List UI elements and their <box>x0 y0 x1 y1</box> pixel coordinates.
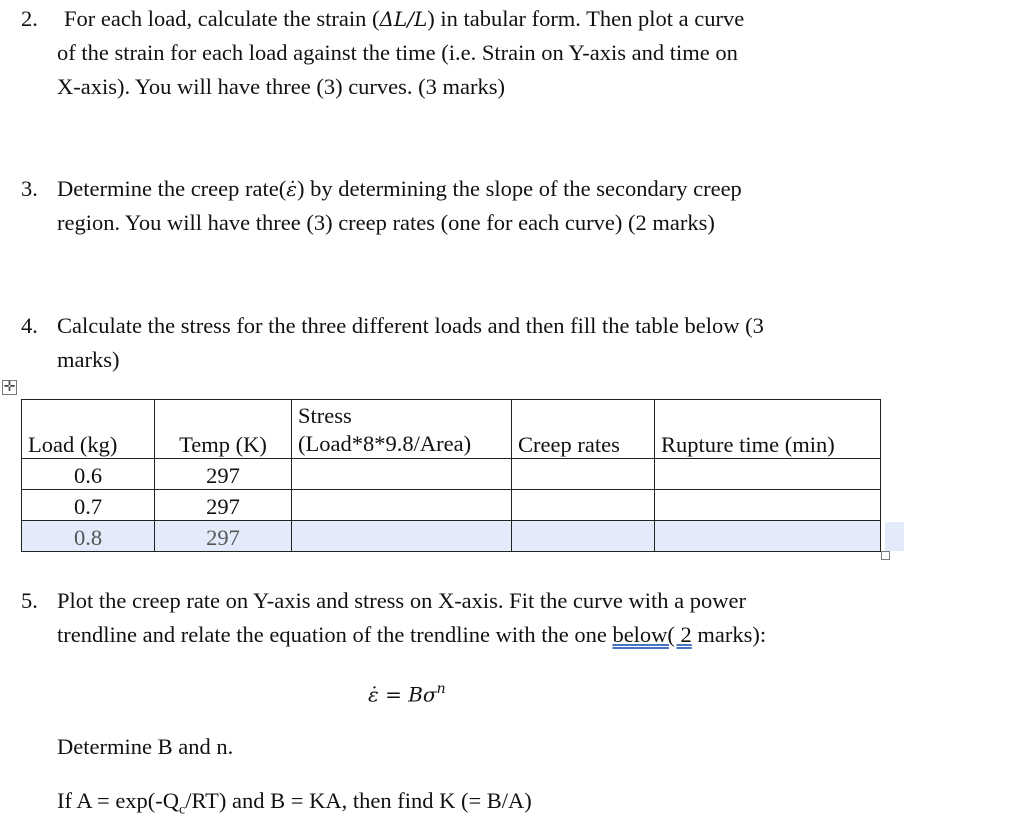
header-temp: Temp (K) <box>155 400 292 459</box>
cell-load[interactable]: 0.6 <box>22 459 155 490</box>
creep-rate-symbol: ε̇ <box>286 177 297 201</box>
cell-creep-rate[interactable] <box>512 521 655 552</box>
table-row <box>22 490 881 521</box>
header-stress: Stress (Load*8*9.8/Area) <box>292 400 512 459</box>
table-row <box>22 459 881 490</box>
question-number: 2. <box>21 6 38 31</box>
cell-creep-rate[interactable] <box>512 490 655 521</box>
cell-stress[interactable] <box>292 490 512 521</box>
cell-stress[interactable] <box>292 459 512 490</box>
question-2-line-1: For each load, calculate the strain (ΔL/L) in tabular form. Then plot a curve <box>64 6 745 31</box>
delta-l-over-l-math: ΔL/L <box>379 7 428 31</box>
question-number: 5. <box>21 588 38 613</box>
cell-load[interactable]: 0.8 <box>22 521 155 552</box>
cell-rupture-time[interactable] <box>655 459 881 490</box>
final-question-text: If $A = \exp(-Q_c/RT)$ and B = KA, then find K (= B/A) <box>57 788 532 818</box>
header-rupture-time: Rupture time (min) <box>655 400 881 459</box>
question-5-line-1: Plot the creep rate on Y-axis and stress on X-axis. Fit the curve with a power <box>57 588 746 613</box>
cell-creep-rate[interactable] <box>512 459 655 490</box>
table-header-row <box>22 400 881 459</box>
question-4-line-1: Calculate the stress for the three different loads and then fill the table below (3 <box>57 313 764 338</box>
question-4-line-2: marks) <box>57 347 120 372</box>
cell-rupture-time[interactable] <box>655 521 881 552</box>
table-move-handle-icon[interactable]: ✛ <box>3 379 16 395</box>
question-number: 4. <box>21 313 38 338</box>
question-number: 3. <box>21 176 38 201</box>
question-3-line-1: Determine the creep rate(ε̇) by determining the slope of the secondary creep <box>57 176 742 201</box>
determine-text: Determine B and n. <box>57 734 234 759</box>
power-law-equation: ε̇ = $B\sigma^n$ <box>368 681 446 707</box>
question-2-line-2: of the strain for each load against the time (i.e. Strain on Y-axis and time on <box>57 40 738 65</box>
cell-temp[interactable]: 297 <box>155 521 292 552</box>
cell-temp[interactable]: 297 <box>155 459 292 490</box>
header-creep-rates: Creep rates <box>512 400 655 459</box>
question-3-line-2: region. You will have three (3) creep rates (one for each curve) (2 marks) <box>57 210 715 235</box>
question-5-line-2: trendline and relate the equation of the trendline with the one below( 2 marks): <box>57 622 767 647</box>
header-load: Load (kg) <box>22 400 155 459</box>
results-table[interactable] <box>21 399 881 552</box>
cell-temp[interactable]: 297 <box>155 490 292 521</box>
cell-rupture-time[interactable] <box>655 490 881 521</box>
table-row-selected <box>22 521 881 552</box>
table-resize-handle-icon[interactable] <box>881 551 890 560</box>
selection-highlight <box>885 522 904 551</box>
question-2-line-3: X-axis). You will have three (3) curves. (3 marks) <box>57 74 506 99</box>
underlined-text: below( 2 <box>612 622 692 647</box>
cell-load[interactable]: 0.7 <box>22 490 155 521</box>
cell-stress[interactable] <box>292 521 512 552</box>
